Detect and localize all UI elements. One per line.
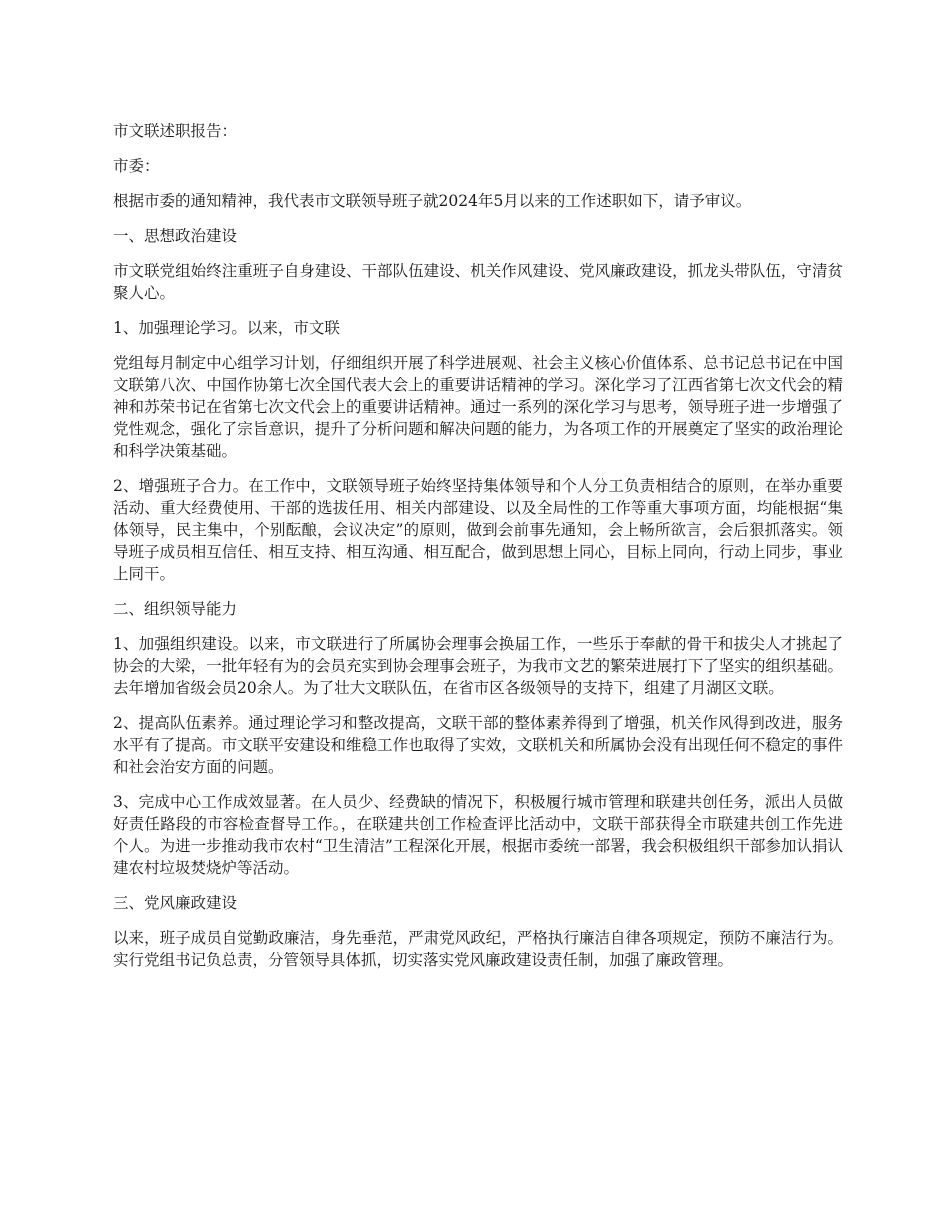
document-body xyxy=(113,120,843,984)
section-heading-leadership: 二、组织领导能力 xyxy=(113,600,238,618)
document-title: 市文联述职报告： xyxy=(113,122,238,140)
intro-paragraph: 根据市委的通知精神，我代表市文联领导班子就2024年5月以来的工作述职如下，请予审议。 xyxy=(113,192,752,210)
section-heading-political: 一、思想政治建设 xyxy=(113,227,238,245)
salutation: 市委： xyxy=(113,157,160,175)
subheading-theory-study: 1、加强理论学习。以来，市文联 xyxy=(113,319,340,337)
paragraph: 1、加强组织建设。以来，市文联进行了所属协会理事会换届工作，一些乐于奉献的骨干和拔尖人才挑起了协会的大梁，一批年轻有为的会员充实到协会理事会班子，为我市文艺的繁荣进展打下了坚实的组织基础。去年增加省级会员20余人。为了壮大文联队伍，在省市区各级领导的支持下，组建了月湖区文联。 xyxy=(113,635,843,697)
paragraph: 2、增强班子合力。在工作中，文联领导班子始终坚持集体领导和个人分工负责相结合的原则，在举办重要活动、重大经费使用、干部的选拔任用、相关内部建设、以及全局性的工作等重大事项方面，均能根据“集体领导，民主集中，个别酝酿，会议决定”的原则，做到会前事先通知，会上畅所欲言，会后狠抓落实。领导班子成员相互信任、相互支持、相互沟通、相互配合，做到思想上同心，目标上同向，行动上同步，事业上同干。 xyxy=(113,477,843,583)
paragraph: 以来，班子成员自觉勤政廉洁，身先垂范，严肃党风政纪，严格执行廉洁自律各项规定，预防不廉洁行为。实行党组书记负总责，分管领导具体抓，切实落实党风廉政建设责任制，加强了廉政管理。 xyxy=(113,929,843,969)
section-heading-integrity: 三、党风廉政建设 xyxy=(113,894,238,912)
paragraph: 市文联党组始终注重班子自身建设、干部队伍建设、机关作风建设、党风廉政建设，抓龙头带队伍，守清贫聚人心。 xyxy=(113,262,843,302)
paragraph: 党组每月制定中心组学习计划，仔细组织开展了科学进展观、社会主义核心价值体系、总书记总书记在中国文联第八次、中国作协第七次全国代表大会上的重要讲话精神的学习。深化学习了江西省第七次文代会的精神和苏荣书记在省第七次文代会上的重要讲话精神。通过一系列的深化学习与思考，领导班子进一步增强了党性观念，强化了宗旨意识，提升了分析问题和解决问题的能力，为各项工作的开展奠定了坚实的政治理论和科学决策基础。 xyxy=(113,354,843,460)
paragraph: 3、完成中心工作成效显著。在人员少、经费缺的情况下，积极履行城市管理和联建共创任务，派出人员做好责任路段的市容检查督导工作。，在联建共创工作检查评比活动中，文联干部获得全市联建共创工作先进个人。为进一步推动我市农村“卫生清洁”工程深化开展，根据市委统一部署，我会积极组织干部参加认捐认建农村垃圾焚烧炉等活动。 xyxy=(113,793,843,877)
paragraph: 2、提高队伍素养。通过理论学习和整改提高，文联干部的整体素养得到了增强，机关作风得到改进，服务水平有了提高。市文联平安建设和维稳工作也取得了实效，文联机关和所属协会没有出现任何不稳定的事件和社会治安方面的问题。 xyxy=(113,714,843,776)
